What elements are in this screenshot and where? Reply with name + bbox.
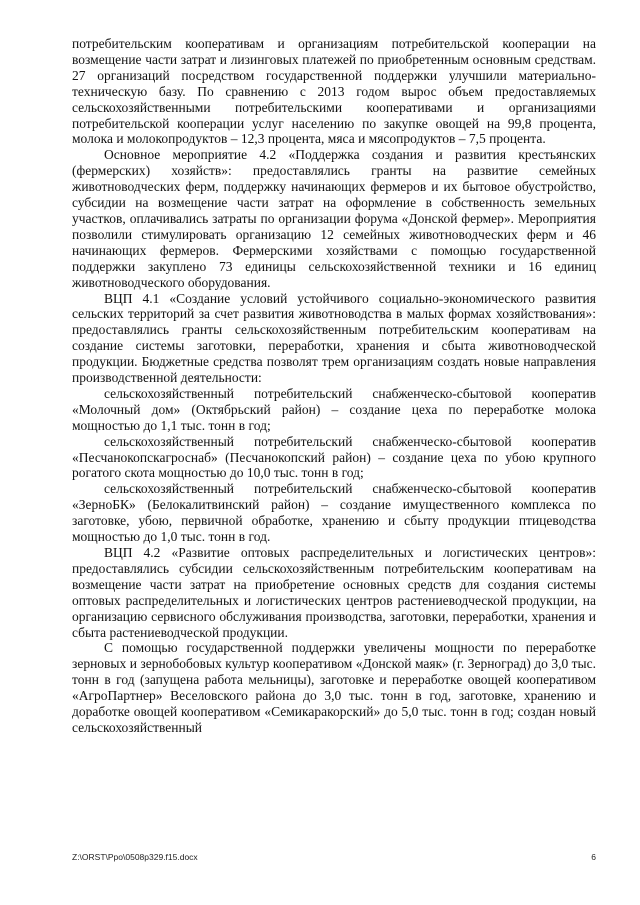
- list-item-zernobk: сельскохозяйственный потребительский снабженческо-сбытовой кооператив «ЗерноБК» (Белокалитвинский район) – создание имущественного комплекса по заготовке, убою, первичной обработке, хранению и сбыту продукции птицеводства мощностью до 1,0 тыс. тонн в год.: [72, 481, 596, 545]
- paragraph-cooperatives-results: потребительским кооперативам и организациям потребительской кооперации на возмещение части затрат и лизинговых платежей по приобретенным основным средствам. 27 организаций посредством государственной поддержки улучшили материально-техническую базу. По сравнению с 2013 годом вырос объем предоставляемых сельскохозяйственными потребительскими кооперативами и организациями потребительской кооперации услуг населению по закупке овощей на 99,8 процента, молока и молокопродуктов – 12,3 процента, мяса и мясопродуктов – 7,5 процента.: [72, 36, 596, 147]
- list-item-peschanokopskagrosnab: сельскохозяйственный потребительский снабженческо-сбытовой кооператив «Песчанокопскагроснаб» (Песчанокопский район) – создание цеха по убою крупного рогатого скота мощностью до 10,0 тыс. тонн в год;: [72, 433, 596, 481]
- file-path: Z:\ORST\Ppo\0508p329.f15.docx: [72, 852, 198, 862]
- paragraph-measure-4-2: Основное мероприятие 4.2 «Поддержка создания и развития крестьянских (фермерских) хозяйств»: предоставлялись гранты на развитие семейных животноводческих ферм, поддержку начинающих фермеров и их бытовое обустройство, субсидии на возмещение части затрат на оформление в собственность земельных участков, оплачивались затраты по организации форума «Донской фермер». Мероприятия позволили стимулировать организацию 12 семейных животноводческих ферм и 46 начинающих фермеров. Фермерскими хозяйствами с помощью государственной поддержки закуплено 73 единицы сельскохозяйственной техники и 16 единиц животноводческого оборудования.: [72, 147, 596, 290]
- paragraph-vcp-4-1: ВЦП 4.1 «Создание условий устойчивого социально-экономического развития сельских территорий за счет развития животноводства в малых формах хозяйствования»: предоставлялись гранты сельскохозяйственным потребительским кооперативам на создание системы заготовки, переработки, хранения и сбыта животноводческой продукции. Бюджетные средства позволят трем организациям создать новые направления производственной деятельности:: [72, 290, 596, 386]
- paragraph-vcp-4-2: ВЦП 4.2 «Развитие оптовых распределительных и логистических центров»: предоставлялись субсидии сельскохозяйственным потребительским кооперативам на возмещение части затрат на приобретение основных средств для создания системы оптовых распределительных и логистических центров растениеводческой продукции, на организацию сервисного обслуживания производства, заготовки, переработки, хранения и сбыта растениеводческой продукции.: [72, 545, 596, 640]
- page-number: 6: [591, 852, 596, 862]
- paragraph-state-support-capacity: С помощью государственной поддержки увеличены мощности по переработке зерновых и зернобобовых культур кооперативом «Донской маяк» (г. Зерноград) до 3,0 тыс. тонн в год (запущена работа мельницы), заготовке и переработке овощей кооперативом «АгроПартнер» Веселовского района до 3,0 тыс. тонн в год, заготовке, хранению и доработке овощей кооперативом «Семикаракорский» до 5,0 тыс. тонн в год; создан новый сельскохозяйственный: [72, 640, 596, 735]
- body-text: [72, 36, 596, 736]
- list-item-molochny-dom: сельскохозяйственный потребительский снабженческо-сбытовой кооператив «Молочный дом» (Октябрьский район) – создание цеха по переработке молока мощностью до 1,1 тыс. тонн в год;: [72, 385, 596, 433]
